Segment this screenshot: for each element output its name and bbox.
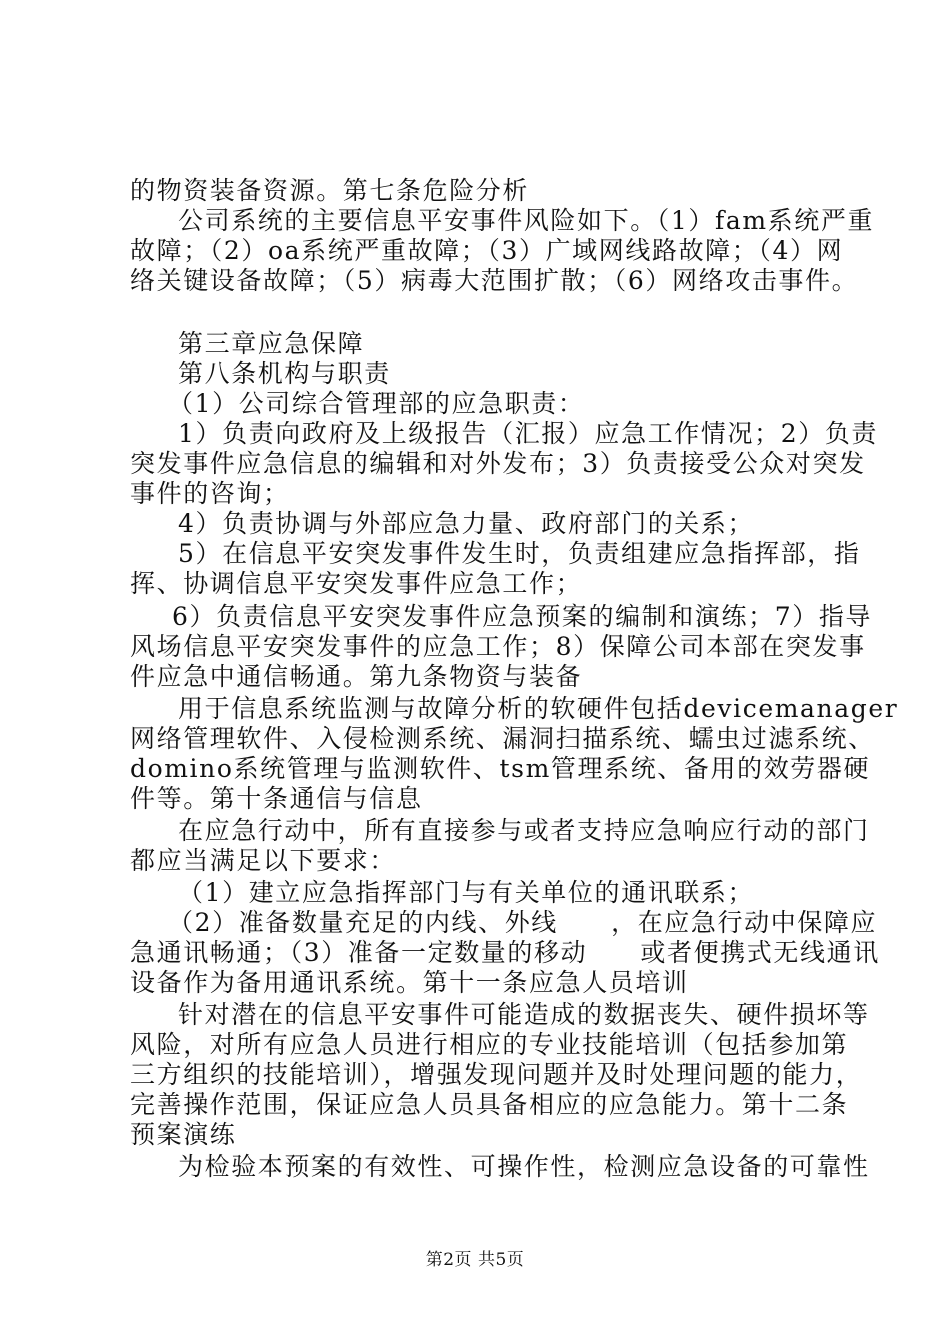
text-line: 网络管理软件、入侵检测系统、漏洞扫描系统、蠕虫过滤系统、 xyxy=(130,724,875,753)
text-line: 突发事件应急信息的编辑和对外发布；3）负责接受公众对突发 xyxy=(130,449,866,478)
text-line: （1）公司综合管理部的应急职责： xyxy=(168,389,585,418)
text-line: 5）在信息平安突发事件发生时，负责组建应急指挥部，指 xyxy=(178,539,861,568)
article-heading: 第八条机构与职责 xyxy=(178,359,391,388)
text-line: 挥、协调信息平安突发事件应急工作； xyxy=(130,569,583,598)
text-line: 为检验本预案的有效性、可操作性，检测应急设备的可靠性 xyxy=(178,1152,870,1181)
page-number-footer: 第2页 共5页 xyxy=(425,1250,525,1270)
text-line: 风场信息平安突发事件的应急工作；8）保障公司本部在突发事 xyxy=(130,632,866,661)
text-line: 4）负责协调与外部应急力量、政府部门的关系； xyxy=(178,509,755,538)
text-line: 风险，对所有应急人员进行相应的专业技能培训（包括参加第 xyxy=(130,1030,849,1059)
text-line: 完善操作范围，保证应急人员具备相应的应急能力。第十二条 xyxy=(130,1090,849,1119)
text-line: 件等。第十条通信与信息 xyxy=(130,784,423,813)
text-line: domino系统管理与监测软件、tsm管理系统、备用的效劳器硬 xyxy=(130,754,871,783)
text-line: 事件的咨询； xyxy=(130,479,290,508)
text-line: 在应急行动中，所有直接参与或者支持应急响应行动的部门 xyxy=(178,816,870,845)
text-line: 设备作为备用通讯系统。第十一条应急人员培训 xyxy=(130,968,689,997)
text-line: 的物资装备资源。第七条危险分析 xyxy=(130,176,530,205)
text-line: （2）准备数量充足的内线、外线 ，在应急行动中保障应 xyxy=(168,908,878,937)
text-line: 件应急中通信畅通。第九条物资与装备 xyxy=(130,662,583,691)
text-line: 公司系统的主要信息平安事件风险如下。（1）fam系统严重 xyxy=(178,206,875,235)
text-line: 故障；（2）oa系统严重故障；（3）广域网线路故障；（4）网 xyxy=(130,236,844,265)
text-line: 1）负责向政府及上级报告（汇报）应急工作情况；2）负责 xyxy=(178,419,879,448)
text-line: 用于信息系统监测与故障分析的软硬件包括devicemanager xyxy=(178,694,899,723)
text-line: 急通讯畅通；（3）准备一定数量的移动 或者便携式无线通讯 xyxy=(130,938,880,967)
text-line: 络关键设备故障；（5）病毒大范围扩散；（6）网络攻击事件。 xyxy=(130,266,859,295)
chapter-heading: 第三章应急保障 xyxy=(178,329,365,358)
text-line: （1）建立应急指挥部门与有关单位的通讯联系； xyxy=(178,878,755,907)
text-line: 6）负责信息平安突发事件应急预案的编制和演练；7）指导 xyxy=(172,602,873,631)
text-line: 针对潜在的信息平安事件可能造成的数据丧失、硬件损坏等 xyxy=(178,1000,870,1029)
text-line: 预案演练 xyxy=(130,1120,237,1149)
text-line: 三方组织的技能培训），增强发现问题并及时处理问题的能力， xyxy=(130,1060,863,1089)
text-line: 都应当满足以下要求： xyxy=(130,846,397,875)
